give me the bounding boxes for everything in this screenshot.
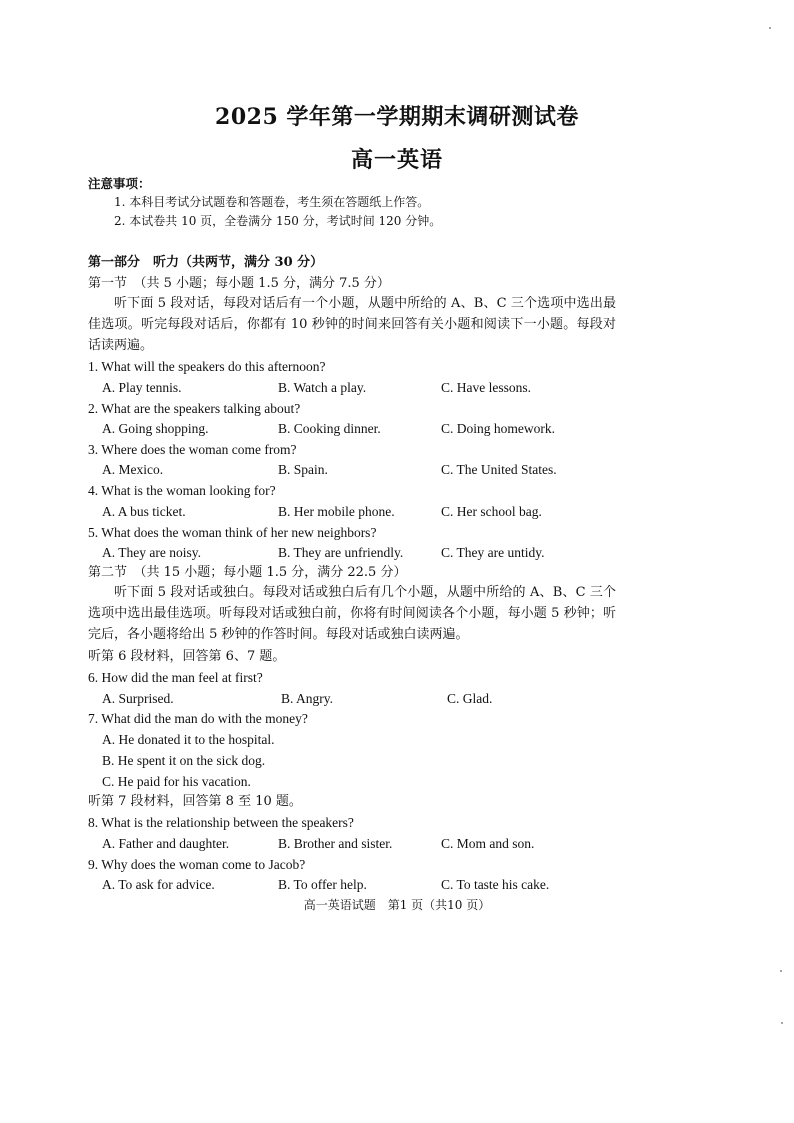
question-stem: 7. What did the man do with the money? <box>88 711 308 726</box>
option-c: C. They are untidy. <box>441 545 545 560</box>
question-stem: 1. What will the speakers do this afternoon? <box>88 359 326 374</box>
option-b: B. Cooking dinner. <box>278 421 381 436</box>
option-c: C. To taste his cake. <box>441 877 550 892</box>
question-stem: 9. Why does the woman come to Jacob? <box>88 857 306 872</box>
scan-speck <box>780 970 782 972</box>
part1-heading: 第一部分 听力（共两节，满分 30 分） <box>88 255 324 270</box>
option-b: B. They are unfriendly. <box>278 545 404 560</box>
option-c: C. Doing homework. <box>441 421 555 436</box>
option-a: A. Play tennis. <box>102 380 182 395</box>
page-footer: 高一英语试题 第1 页（共10 页） <box>303 898 491 912</box>
option-a: A. He donated it to the hospital. <box>102 732 275 747</box>
section1-heading: 第一节 （共 5 小题；每小题 1.5 分，满分 7.5 分） <box>88 276 390 291</box>
scan-speck <box>769 27 771 29</box>
option-b: B. He spent it on the sick dog. <box>102 753 266 768</box>
option-a: A. Mexico. <box>102 462 164 477</box>
notice-item-2: 2. 本试卷共 10 页，全卷满分 150 分，考试时间 120 分钟。 <box>114 214 442 228</box>
section1-instructions: 听下面 5 段对话，每段对话后有一个小题，从题中所给的 A、B、C 三个选项中选出最佳选项。听完每段对话后，你都有 10 秒钟的时间来回答有关小题和阅读下一小题。每段对话读两遍。 <box>88 296 616 353</box>
option-c: C. The United States. <box>441 462 557 477</box>
question-stem: 5. What does the woman think of her new neighbors? <box>88 525 377 540</box>
option-b: B. Brother and sister. <box>278 836 393 851</box>
exam-title: 2025 学年第一学期期末调研测试卷 <box>215 104 579 130</box>
option-b: B. Spain. <box>278 462 328 477</box>
question-stem: 6. How did the man feel at first? <box>88 670 263 685</box>
option-b: B. To offer help. <box>278 877 367 892</box>
question-stem: 8. What is the relationship between the speakers? <box>88 815 354 830</box>
option-b: B. Watch a play. <box>278 380 367 395</box>
question-stem: 4. What is the woman looking for? <box>88 483 276 498</box>
option-b: B. Her mobile phone. <box>278 504 395 519</box>
question-stem: 3. Where does the woman come from? <box>88 442 297 457</box>
option-a: A. To ask for advice. <box>102 877 215 892</box>
option-c: C. Her school bag. <box>441 504 542 519</box>
option-c: C. Have lessons. <box>441 380 531 395</box>
notice-item-1: 1. 本科目考试分试题卷和答题卷，考生须在答题纸上作答。 <box>114 195 430 209</box>
option-a: A. Father and daughter. <box>102 836 230 851</box>
option-c: C. He paid for his vacation. <box>102 774 251 789</box>
option-a: A. A bus ticket. <box>102 504 186 519</box>
subject-title: 高一英语 <box>350 147 443 173</box>
question-stem: 2. What are the speakers talking about? <box>88 401 301 416</box>
material-7-note: 听第 7 段材料，回答第 8 至 10 题。 <box>88 794 302 809</box>
option-a: A. Surprised. <box>102 691 174 706</box>
option-c: C. Mom and son. <box>441 836 535 851</box>
section2-heading: 第二节 （共 15 小题；每小题 1.5 分，满分 22.5 分） <box>88 565 407 580</box>
material-6-note: 听第 6 段材料，回答第 6、7 题。 <box>88 649 286 664</box>
notice-heading: 注意事项： <box>88 176 151 191</box>
option-a: A. They are noisy. <box>102 545 201 560</box>
section2-instructions: 听下面 5 段对话或独白。每段对话或独白后有几个小题，从题中所给的 A、B、C 三个选项中选出最佳选项。听每段对话或独白前，你将有时间阅读各个小题，每小题 5 秒钟；听完后，各小题将给出 5 秒钟的作答时间。每段对话或独白读两遍。 <box>88 585 616 642</box>
option-c: C. Glad. <box>447 691 493 706</box>
scan-speck <box>781 1022 783 1024</box>
option-a: A. Going shopping. <box>102 421 209 436</box>
option-b: B. Angry. <box>281 691 334 706</box>
